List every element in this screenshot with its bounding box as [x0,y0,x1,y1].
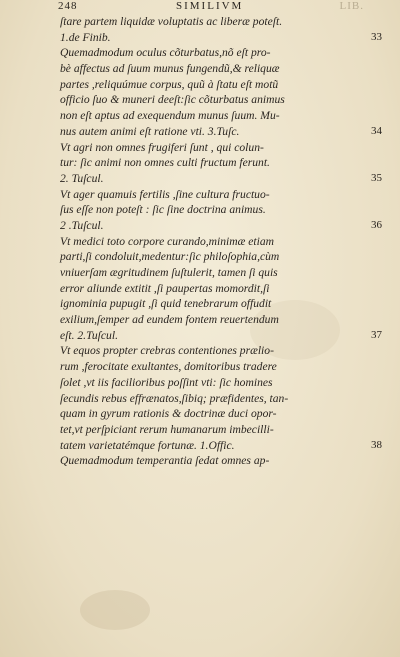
text-line [60,375,376,391]
line-text: eſt. 2.Tuſcul. [60,328,118,342]
paper-stain [80,590,150,630]
line-text: 2. Tuſcul. [60,171,104,185]
line-text: Vt equos propter crebras contentiones prælio- [60,344,274,358]
text-line [60,30,382,46]
text-line [60,296,376,312]
line-text: tatem varietatémque fortunæ. 1.Offic. [60,438,235,452]
line-text: tur: ſic animi non omnes culti fructum ferunt. [60,156,270,170]
line-text: 1.de Finib. [60,30,111,44]
line-text: ſolet ,vt iis facilioribus poſſint vti: ſic homines [60,375,273,389]
text-line [60,422,376,438]
line-text: Vt ager quamuis fertilis ,ſine cultura fructuo- [60,187,270,201]
similitude-number: 37 [371,328,382,341]
text-line [60,45,376,61]
text-line [60,391,376,407]
line-text: error aliunde extitit ,ſi paupertas momordit,ſi [60,281,270,295]
similitude-number: 36 [371,218,382,231]
line-text: ſtare partem liquidæ voluptatis ac liberæ poteſt. [60,15,283,28]
line-text: rum ,ferocitate exultantes, domitoribus tradere [60,360,277,374]
line-text: bè affectus ad ſuum munus fungendũ,& reliquæ [60,62,280,76]
text-line [60,61,376,77]
text-line [60,202,376,218]
body-text [60,14,382,469]
similitude-number: 34 [371,124,382,137]
line-text: partes ,reliquúmue corpus, quũ à ſtatu eſt motũ [60,77,279,91]
text-line [60,218,382,234]
text-line [60,77,376,93]
similitude-number: 35 [371,171,382,184]
line-text: officio ſuo & muneri deeſt:ſic cõturbatus animus [60,93,285,107]
text-line [60,359,376,375]
text-line [60,249,376,265]
page-number: 248 [58,0,78,12]
text-line [60,438,382,454]
line-text: tet,vt perſpiciant rerum humanarum imbecilli- [60,422,274,436]
text-line [60,140,376,156]
text-line [60,453,376,469]
line-text: Quemadmodum oculus cõturbatus,nõ eſt pro- [60,46,271,60]
text-line [60,108,376,124]
text-line [60,343,376,359]
text-line [60,328,382,344]
text-line [60,281,376,297]
line-text: ſus eſſe non poteſt : ſic ſine doctrina animus. [60,203,266,217]
show-through-text: LIB. [339,0,364,12]
similitude-number: 38 [371,438,382,451]
line-text: 2 .Tuſcul. [60,218,104,232]
line-text: vniuerſam ægritudinem ſuſtulerit, tamen ſi quis [60,266,278,279]
line-text: Vt medici toto corpore curando,minimæ etiam [60,234,275,248]
line-text: parti,ſi condoluit,medentur:ſic philoſophia,cùm [60,250,280,264]
text-line [60,171,382,187]
running-title: SIMILIVM [176,0,244,12]
text-line [60,312,376,328]
text-line [60,14,376,30]
line-text: Vt agri non omnes frugiferi ſunt , qui colun- [60,140,264,154]
line-text: Quemadmodum temperantia ſedat omnes ap- [60,454,270,468]
line-text: ſecundis rebus effrænatos,ſibiq; præfidentes, tan- [60,391,289,405]
text-line [60,265,376,281]
line-text: non eſt aptus ad exequendum munus ſuum. Mu- [60,109,280,123]
line-text: nus autem animi eſt ratione vti. 3.Tuſc. [60,124,240,138]
line-text: ignominia pupugit ,ſi quid tenebrarum offudit [60,297,272,311]
text-line [60,406,376,422]
text-line [60,187,376,203]
line-text: quam in gyrum rationis & doctrinæ duci opor- [60,407,277,421]
text-line [60,92,376,108]
text-line [60,124,382,140]
line-text: exilium,ſemper ad eundem fontem reuertendum [60,313,279,327]
text-line [60,234,376,250]
text-line [60,155,376,171]
similitude-number: 33 [371,30,382,43]
